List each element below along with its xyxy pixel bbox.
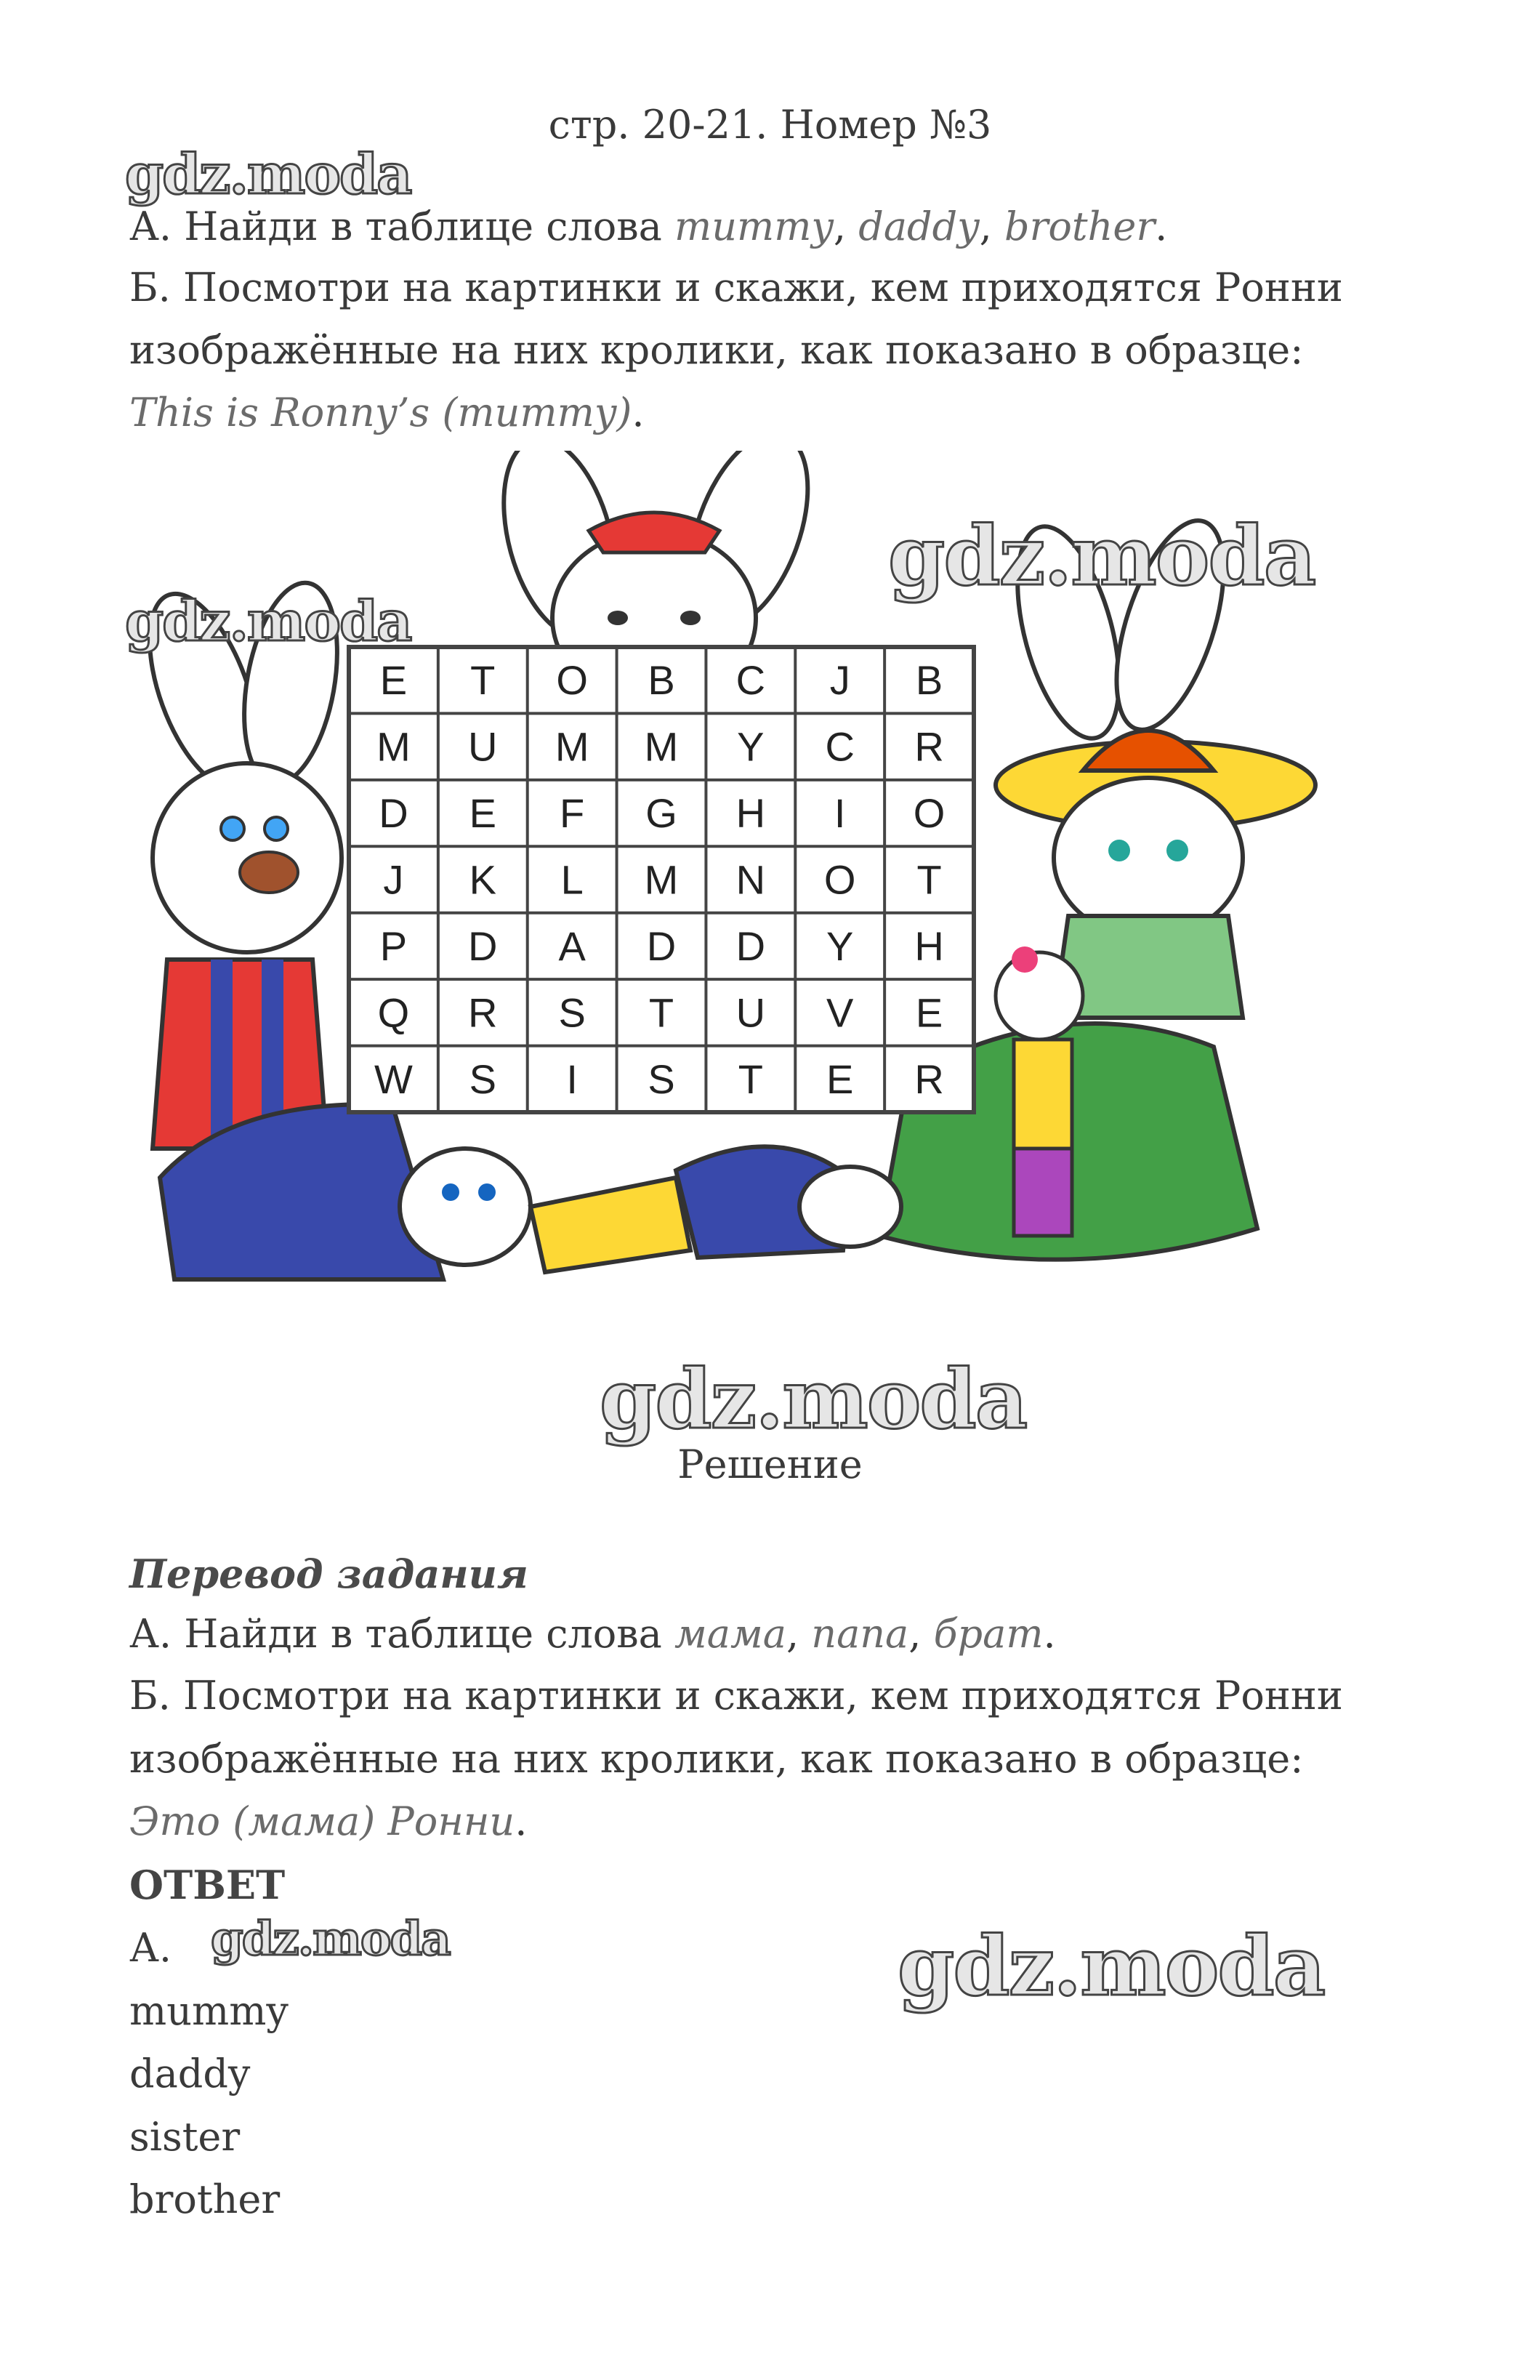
solution-label: Решение xyxy=(677,1442,863,1487)
grid-letter: T xyxy=(916,856,942,903)
watermark: gdz.moda xyxy=(898,1919,1325,2014)
watermark: gdz.moda xyxy=(600,1352,1027,1447)
grid-letter: E xyxy=(826,1056,854,1102)
grid-letter: S xyxy=(558,989,586,1036)
task-a: А. Найди в таблице слова mummy, daddy, brother. xyxy=(129,204,1168,249)
grid-letter: O xyxy=(913,790,946,837)
translation-a: А. Найди в таблице слова мама, папа, брат. xyxy=(129,1611,1056,1657)
grid-letter: N xyxy=(735,856,766,903)
watermark: gdz.moda xyxy=(211,1912,450,1966)
grid-letter: T xyxy=(738,1056,763,1102)
answer-word: mummy xyxy=(129,1988,289,2034)
grid-letter: M xyxy=(644,723,679,770)
grid-letter: D xyxy=(735,922,766,969)
grid-letter: D xyxy=(646,922,677,969)
answer-a-label: А. xyxy=(129,1925,172,1971)
translation-example: Это (мама) Ронни. xyxy=(129,1798,528,1844)
grid-letter: J xyxy=(383,856,404,903)
grid-letter: A xyxy=(558,922,586,969)
grid-letter: T xyxy=(648,989,674,1036)
grid-letter: G xyxy=(645,790,677,837)
grid-letter: R xyxy=(468,989,498,1036)
watermark: gdz.moda xyxy=(888,509,1315,604)
grid-letter: O xyxy=(556,657,588,704)
grid-letter: M xyxy=(376,723,411,770)
watermark: gdz.moda xyxy=(125,142,411,206)
grid-letter: B xyxy=(915,657,943,704)
task-b-line1: Б. Посмотри на картинки и скажи, кем приходятся Ронни xyxy=(129,265,1343,310)
grid-letter: F xyxy=(560,790,585,837)
grid-letter: R xyxy=(914,1056,944,1102)
grid-letter: J xyxy=(829,657,850,704)
grid-letter: D xyxy=(468,922,498,969)
grid-letter: H xyxy=(735,790,766,837)
grid-letter: K xyxy=(469,856,496,903)
grid-letter: W xyxy=(374,1056,413,1102)
left-bunny-icon xyxy=(128,576,352,1149)
grid-letter: M xyxy=(644,856,679,903)
grid-letter: S xyxy=(469,1056,496,1102)
grid-letter: U xyxy=(468,723,498,770)
grid-letter: Y xyxy=(826,922,854,969)
answer-word: brother xyxy=(129,2176,281,2222)
translation-heading: Перевод задания xyxy=(129,1551,528,1597)
grid-letter: E xyxy=(379,657,408,704)
grid-letter: C xyxy=(825,723,855,770)
grid-letter: U xyxy=(735,989,766,1036)
grid-letter: M xyxy=(555,723,589,770)
answer-heading: ОТВЕТ xyxy=(129,1862,286,1908)
grid-letter: T xyxy=(470,657,496,704)
grid-letter: B xyxy=(648,657,675,704)
grid-letter: I xyxy=(566,1056,578,1102)
grid-letter: L xyxy=(560,856,584,903)
grid-letter: D xyxy=(379,790,408,837)
grid-letter: E xyxy=(469,790,496,837)
translation-b-line2: изображённые на них кролики, как показано в образце: xyxy=(129,1736,1304,1782)
grid-letter: Y xyxy=(737,723,765,770)
grid-letter: Q xyxy=(377,989,410,1036)
watermark: gdz.moda xyxy=(125,589,411,654)
grid-letter: H xyxy=(914,922,944,969)
task-b-line2: изображённые на них кролики, как показано в образце: xyxy=(129,327,1304,373)
page-title: стр. 20-21. Номер №3 xyxy=(548,102,992,148)
grid-letter: O xyxy=(823,856,856,903)
grid-letter: R xyxy=(914,723,944,770)
task-example: This is Ronny’s (mummy). xyxy=(129,390,645,435)
translation-b-line1: Б. Посмотри на картинки и скажи, кем приходятся Ронни xyxy=(129,1673,1343,1718)
grid-letter: C xyxy=(735,657,766,704)
bottom-bunny-icon xyxy=(160,1104,901,1279)
grid-letter: S xyxy=(648,1056,675,1102)
grid-letter: I xyxy=(834,790,846,837)
grid-letter: E xyxy=(915,989,943,1036)
grid-letter: P xyxy=(379,922,408,969)
answer-word: sister xyxy=(129,2114,241,2160)
grid-letter: V xyxy=(826,989,854,1036)
answer-word: daddy xyxy=(129,2051,251,2096)
